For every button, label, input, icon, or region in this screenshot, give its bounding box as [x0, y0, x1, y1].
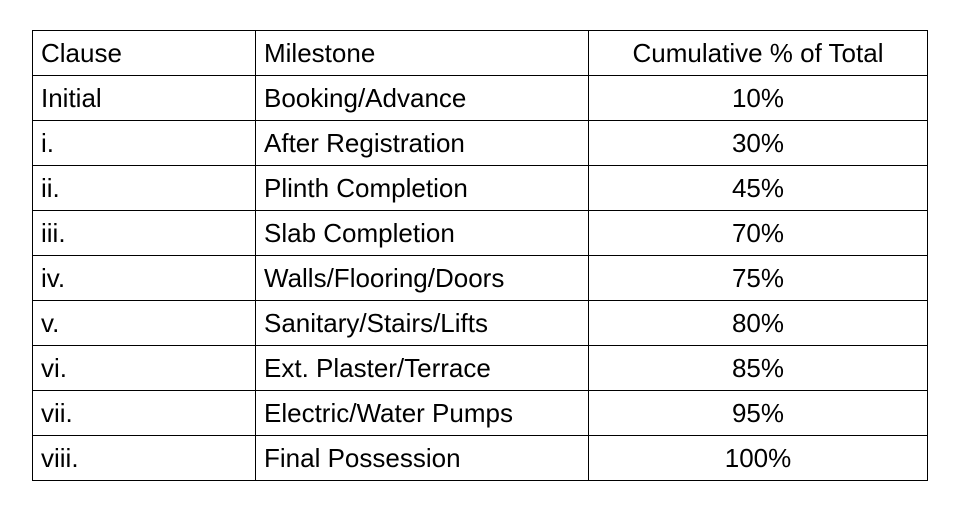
milestone-cell: Slab Completion: [256, 211, 589, 256]
milestone-cell: Sanitary/Stairs/Lifts: [256, 301, 589, 346]
clause-cell: iii.: [33, 211, 256, 256]
milestone-cell: Ext. Plaster/Terrace: [256, 346, 589, 391]
cumulative-percent-cell: 10%: [589, 76, 928, 121]
cumulative-percent-cell: 30%: [589, 121, 928, 166]
table-row: [33, 391, 928, 436]
clause-cell: vii.: [33, 391, 256, 436]
milestone-cell: Electric/Water Pumps: [256, 391, 589, 436]
cumulative-percent-cell: 95%: [589, 391, 928, 436]
table-row: [33, 211, 928, 256]
milestone-cell: Plinth Completion: [256, 166, 589, 211]
column-header-clause: Clause: [33, 31, 256, 76]
milestone-cell: Walls/Flooring/Doors: [256, 256, 589, 301]
cumulative-percent-cell: 100%: [589, 436, 928, 481]
milestone-cell: Final Possession: [256, 436, 589, 481]
table-header-row: [33, 31, 928, 76]
table-row: [33, 121, 928, 166]
clause-cell: iv.: [33, 256, 256, 301]
table-row: [33, 76, 928, 121]
clause-cell: Initial: [33, 76, 256, 121]
table-row: [33, 436, 928, 481]
clause-cell: ii.: [33, 166, 256, 211]
milestone-cell: Booking/Advance: [256, 76, 589, 121]
table-row: [33, 346, 928, 391]
column-header-cumulative-percent: Cumulative % of Total: [589, 31, 928, 76]
cumulative-percent-cell: 70%: [589, 211, 928, 256]
clause-cell: i.: [33, 121, 256, 166]
cumulative-percent-cell: 85%: [589, 346, 928, 391]
clause-cell: viii.: [33, 436, 256, 481]
payment-schedule-table: [32, 30, 928, 481]
clause-cell: v.: [33, 301, 256, 346]
table-row: [33, 301, 928, 346]
cumulative-percent-cell: 45%: [589, 166, 928, 211]
clause-cell: vi.: [33, 346, 256, 391]
cumulative-percent-cell: 80%: [589, 301, 928, 346]
table-row: [33, 166, 928, 211]
table-row: [33, 256, 928, 301]
column-header-milestone: Milestone: [256, 31, 589, 76]
cumulative-percent-cell: 75%: [589, 256, 928, 301]
milestone-cell: After Registration: [256, 121, 589, 166]
